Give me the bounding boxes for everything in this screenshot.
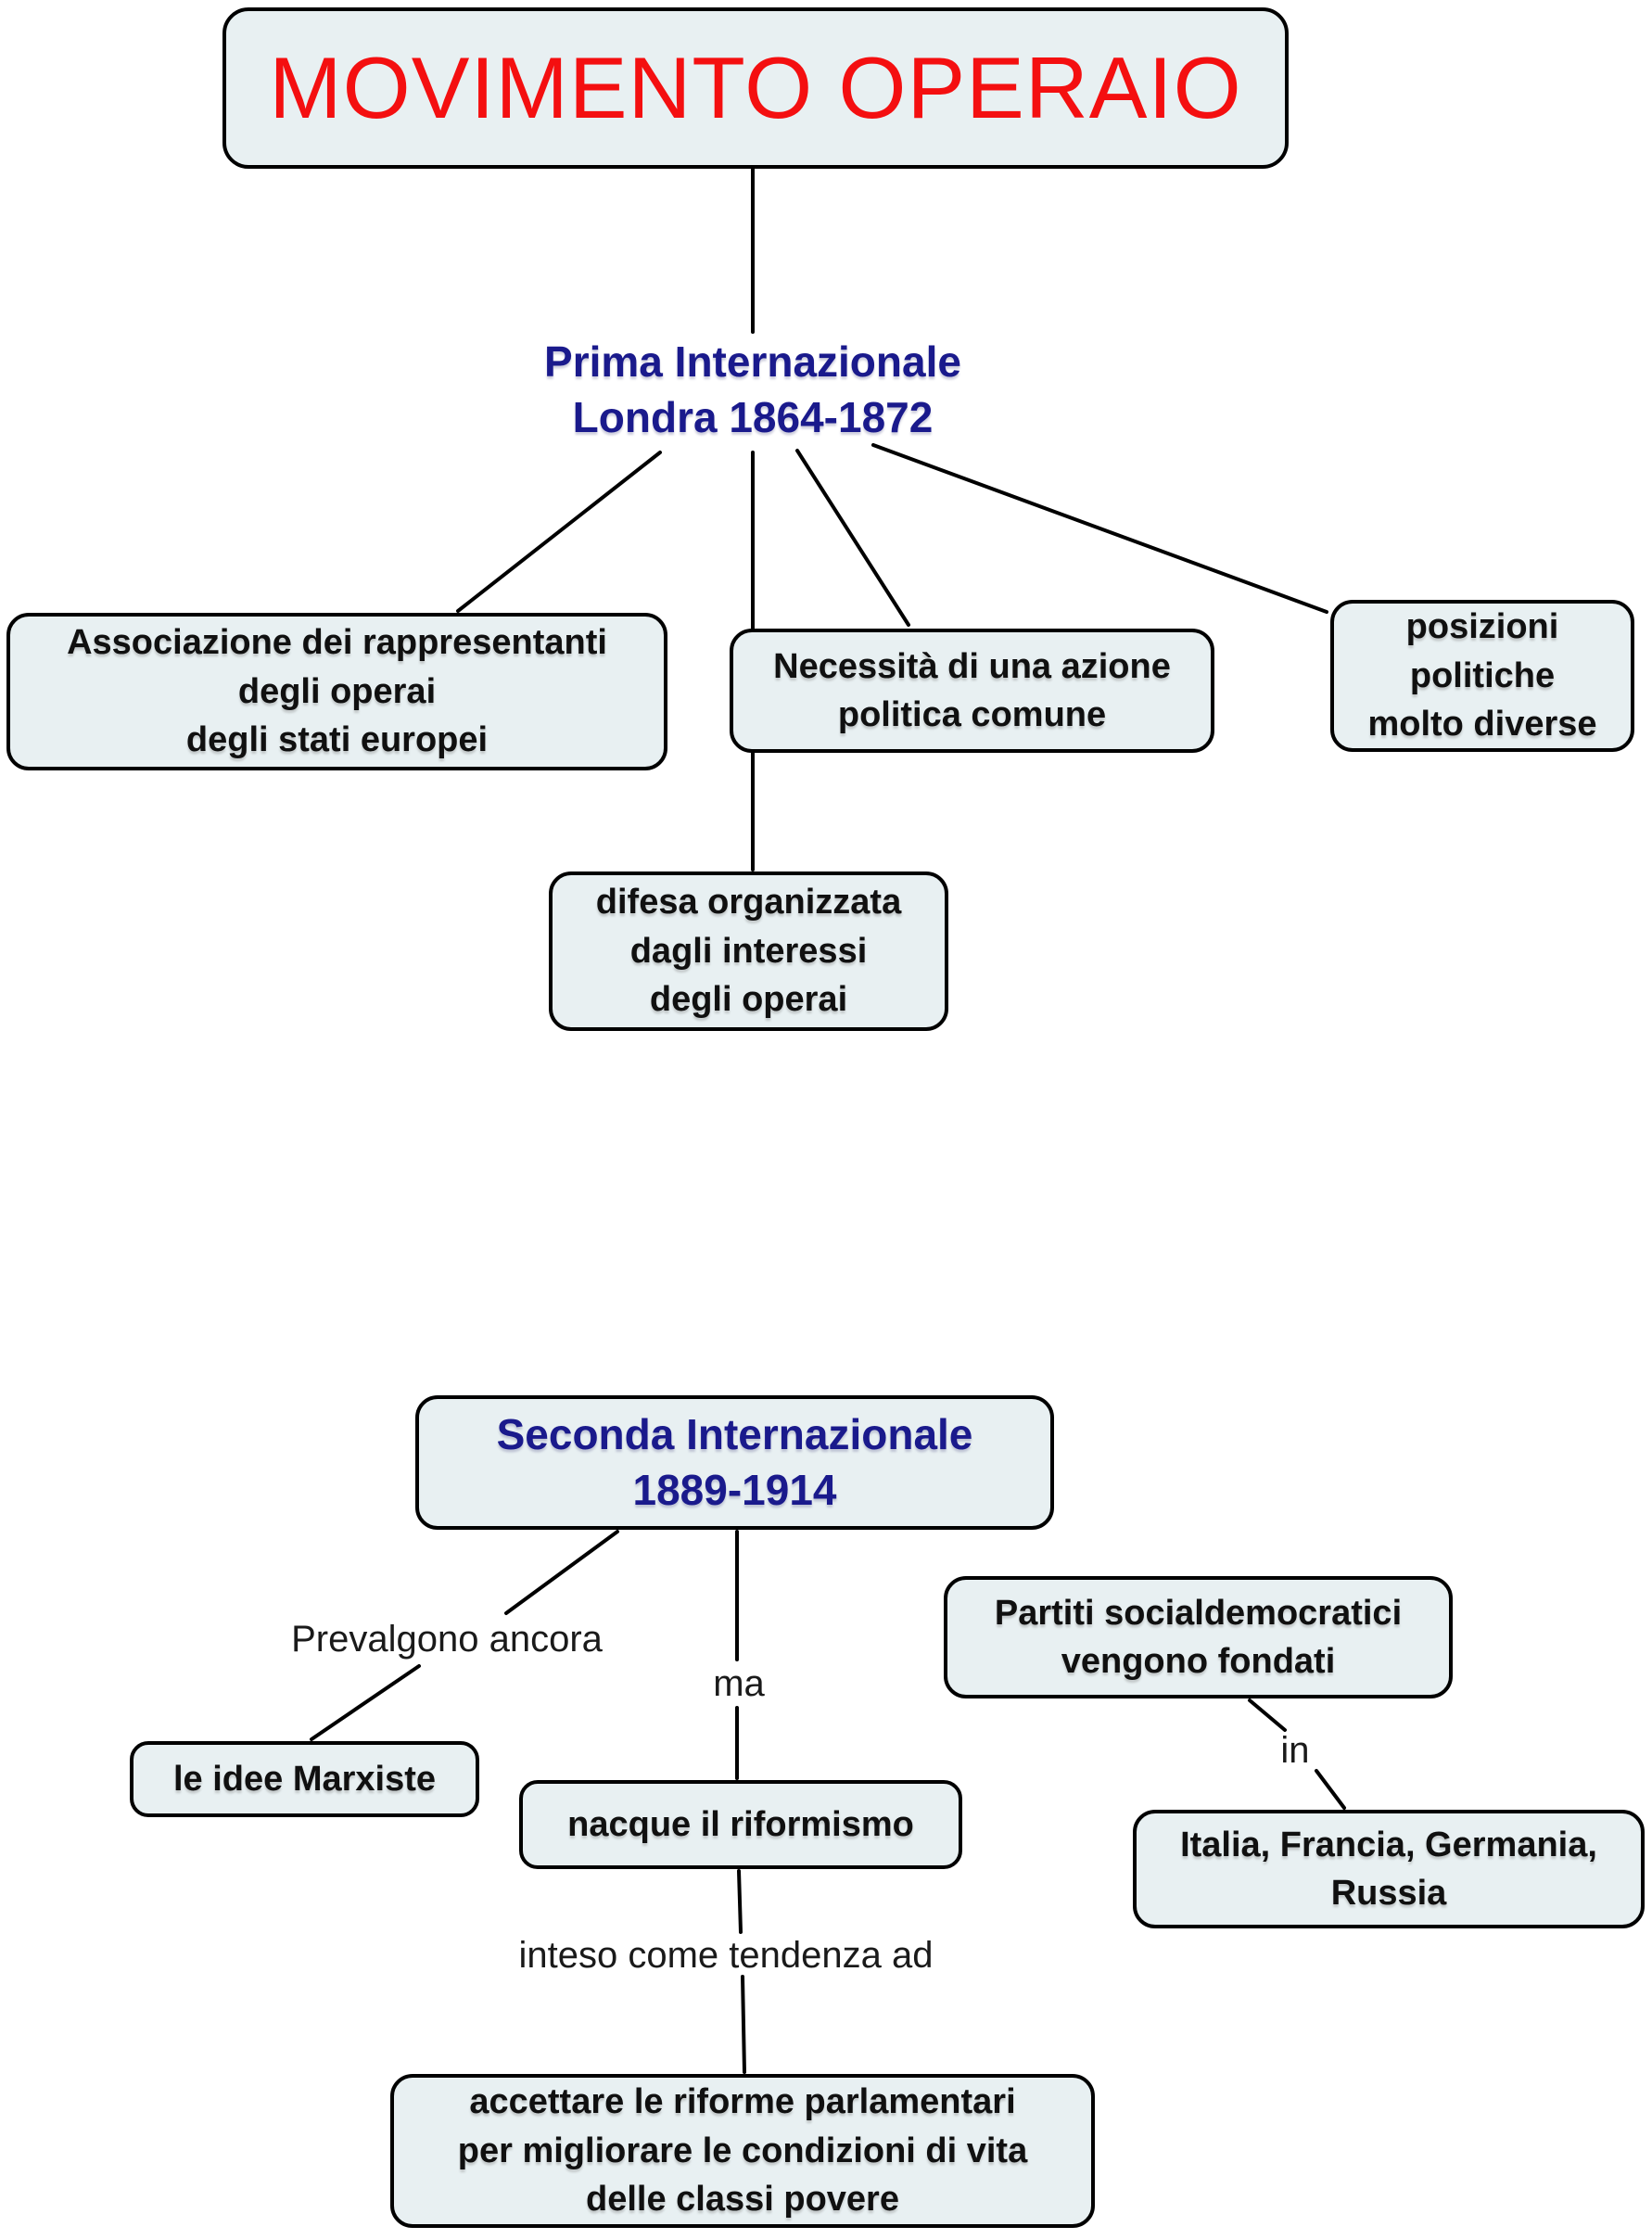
- node-italia-francia-germania-russia[interactable]: [1133, 1810, 1645, 1928]
- node-text-line: Seconda Internazionale: [496, 1409, 973, 1458]
- connector-in-to-italia: [1316, 1771, 1344, 1808]
- node-text-line: vengono fondati: [1061, 1642, 1336, 1681]
- node-text-line: difesa organizzata: [595, 883, 902, 922]
- node-text-line: degli operai: [237, 671, 437, 711]
- heading-prima-internazionale[interactable]: [382, 334, 1124, 445]
- node-difesa[interactable]: [549, 871, 948, 1031]
- node-text-line: molto diverse: [1367, 705, 1597, 744]
- connector-inteso-to-accettare: [743, 1977, 744, 2072]
- link-label-ma: ma: [713, 1663, 765, 1704]
- node-text-line: per migliorare le condizioni di vita: [457, 2131, 1028, 2170]
- node-text-line: accettare le riforme parlamentari: [469, 2082, 1016, 2122]
- node-text-line: Russia: [1330, 1874, 1447, 1913]
- node-text-line: nacque il riformismo: [567, 1804, 914, 1844]
- connector-partiti-to-in: [1250, 1700, 1285, 1730]
- link-label-inteso-come-tendenza: inteso come tendenza ad: [518, 1935, 934, 1976]
- node-text-line: politica comune: [837, 695, 1107, 734]
- connector-nacque-to-inteso: [739, 1871, 741, 1932]
- node-partiti-socialdemocratici[interactable]: [944, 1576, 1453, 1698]
- node-text-line: Partiti socialdemocratici: [994, 1593, 1403, 1633]
- node-text-line: dagli interessi: [629, 931, 868, 971]
- node-text-line: posizioni: [1405, 607, 1559, 647]
- connector-seconda-to-prevalgono: [506, 1532, 617, 1613]
- node-posizioni[interactable]: [1330, 600, 1634, 752]
- node-text-line: Necessità di una azione: [773, 646, 1171, 686]
- node-necessita[interactable]: [730, 629, 1214, 753]
- connector-prima-to-associazione: [458, 452, 660, 611]
- node-nacque-riformismo[interactable]: [519, 1780, 962, 1869]
- link-label-in: in: [1280, 1730, 1310, 1771]
- node-text-line: delle classi povere: [586, 2180, 899, 2220]
- node-text-line: 1889-1914: [632, 1465, 837, 1514]
- node-accettare-riforme[interactable]: [390, 2074, 1095, 2228]
- connector-prevalgono-to-marxiste: [311, 1666, 419, 1739]
- node-movimento-operaio[interactable]: [222, 7, 1289, 169]
- connector-prima-to-necessita: [797, 451, 909, 625]
- heading-line: Prima Internazionale: [544, 337, 961, 386]
- node-text-line: degli operai: [649, 980, 848, 1020]
- node-text-line: Italia, Francia, Germania,: [1180, 1825, 1597, 1864]
- map-title: MOVIMENTO OPERAIO: [269, 39, 1242, 136]
- link-label-prevalgono-ancora: Prevalgono ancora: [291, 1619, 603, 1660]
- node-idee-marxiste[interactable]: [130, 1741, 479, 1817]
- node-associazione[interactable]: [6, 613, 667, 770]
- node-text-line: politiche: [1409, 655, 1556, 695]
- node-text-line: le idee Marxiste: [172, 1759, 437, 1799]
- heading-line: Londra 1864-1872: [572, 393, 934, 441]
- node-text-line: degli stati europei: [185, 720, 489, 760]
- node-seconda-internazionale[interactable]: [415, 1395, 1054, 1530]
- connector-prima-to-posizioni: [873, 445, 1327, 612]
- node-text-line: Associazione dei rappresentanti: [67, 623, 607, 663]
